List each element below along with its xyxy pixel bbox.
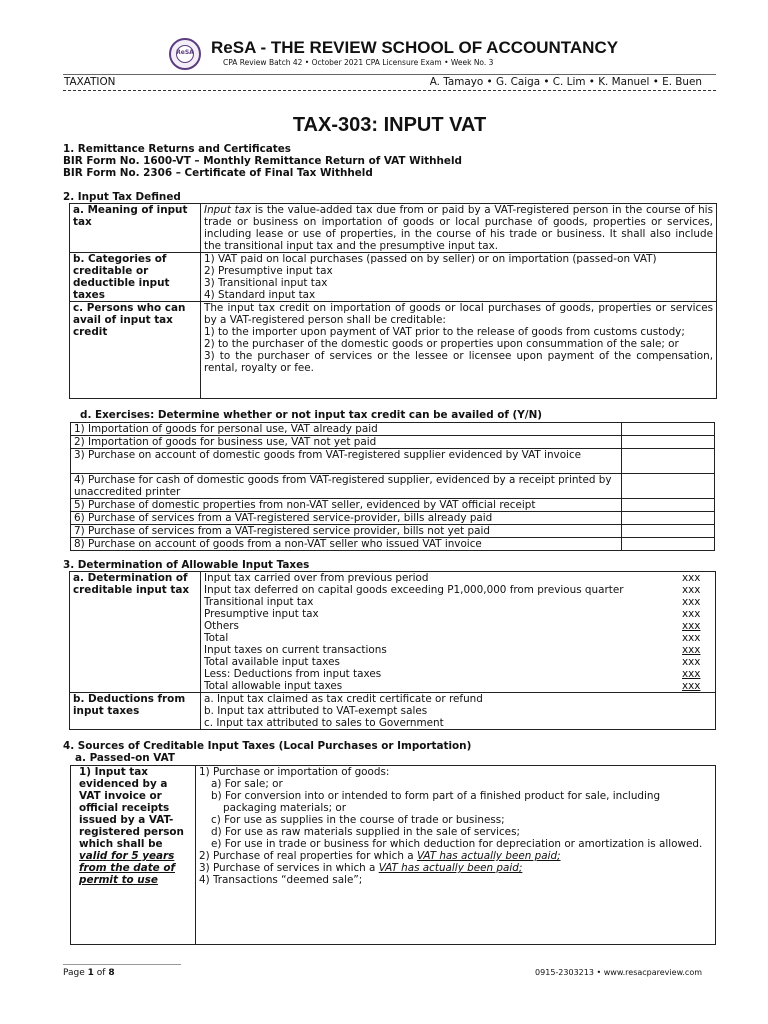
list-item: b) For conversion into or intended to form part of a finished product for sale, including packaging materials; or bbox=[211, 790, 661, 814]
input-tax-term: Input tax bbox=[204, 204, 252, 216]
exercise-text: 4) Purchase for cash of domestic goods from VAT-registered supplier, evidenced by a receipt printed by unaccredited printer bbox=[74, 474, 612, 498]
table-row bbox=[71, 474, 715, 499]
answer-cell[interactable] bbox=[622, 436, 715, 449]
authors-label: A. Tamayo • G. Caiga • C. Lim • K. Manuel • E. Buen bbox=[429, 76, 702, 88]
table-row bbox=[70, 693, 716, 730]
footer-divider bbox=[63, 964, 181, 965]
meaning-text bbox=[201, 204, 717, 253]
list-item: d) For use as raw materials supplied in the sale of services; bbox=[211, 826, 520, 838]
answer-cell[interactable] bbox=[622, 512, 715, 525]
form-2306-line: BIR Form No. 2306 – Certificate of Final Tax Withheld bbox=[63, 167, 373, 179]
passed-on-vat-heading: a. Passed-on VAT bbox=[75, 752, 175, 764]
computation-item: Others bbox=[204, 620, 239, 632]
table-row bbox=[71, 538, 715, 551]
page-prefix: Page bbox=[63, 968, 88, 978]
computation-amount: xxx bbox=[682, 668, 701, 680]
resa-logo bbox=[169, 38, 201, 70]
exercise-item: 6) Purchase of services from a VAT-registered service-provider, bills already paid bbox=[71, 512, 622, 525]
categories-label: b. Categories of creditable or deductible input taxes bbox=[70, 253, 201, 302]
meaning-label: a. Meaning of input tax bbox=[70, 204, 201, 253]
table-row bbox=[71, 499, 715, 512]
deductions-list bbox=[201, 693, 716, 730]
deductions-label: b. Deductions from input taxes bbox=[70, 693, 201, 730]
computation-row bbox=[204, 644, 712, 656]
brand-subtitle: - THE REVIEW SCHOOL OF ACCOUNTANCY bbox=[255, 38, 619, 57]
computation-row bbox=[204, 680, 712, 692]
computation-row bbox=[204, 572, 712, 584]
list-item: a) For sale; or bbox=[211, 778, 283, 790]
exercise-item: 2) Importation of goods for business use, VAT not yet paid bbox=[71, 436, 622, 449]
form-1600vt-line: BIR Form No. 1600-VT – Monthly Remittance Return of VAT Withheld bbox=[63, 155, 462, 167]
computation-amount: xxx bbox=[682, 572, 701, 584]
validity-emphasis: valid for 5 years from the date of permit to use bbox=[79, 850, 175, 886]
determination-computation bbox=[201, 572, 716, 693]
exercise-item: 5) Purchase of domestic properties from non-VAT seller, evidenced by VAT official receipt bbox=[71, 499, 622, 512]
computation-amount: xxx bbox=[682, 620, 701, 632]
computation-item: Input taxes on current transactions bbox=[204, 644, 387, 656]
computation-amount: xxx bbox=[682, 656, 701, 668]
list-item: 3) to the purchaser of services or the lessee or licensee upon payment of the compensation, rental, royalty or fee. bbox=[204, 350, 713, 374]
exercise-item: 7) Purchase of services from a VAT-registered service provider, bills not yet paid bbox=[71, 525, 622, 538]
vat-invoice-label bbox=[71, 766, 196, 945]
computation-row bbox=[204, 584, 712, 596]
sources-table bbox=[70, 765, 716, 945]
answer-cell[interactable] bbox=[622, 499, 715, 512]
page-of: of bbox=[93, 968, 109, 978]
list-item-text: 3) Purchase of services in which a bbox=[199, 862, 379, 874]
page-current: 1 bbox=[87, 968, 94, 978]
list-item: c) For use as supplies in the course of trade or business; bbox=[211, 814, 505, 826]
computation-amount: xxx bbox=[682, 644, 701, 656]
answer-cell[interactable] bbox=[622, 538, 715, 551]
list-item: b. Input tax attributed to VAT-exempt sales bbox=[204, 705, 428, 717]
computation-item: Total bbox=[204, 632, 229, 644]
list-item: 3) Transitional input tax bbox=[204, 277, 328, 289]
brand-title bbox=[211, 38, 618, 58]
categories-list bbox=[201, 253, 717, 302]
list-item bbox=[199, 862, 712, 874]
computation-amount: xxx bbox=[682, 608, 701, 620]
subject-label: TAXATION bbox=[64, 76, 116, 88]
exercise-item: 8) Purchase on account of goods from a non-VAT seller who issued VAT invoice bbox=[71, 538, 622, 551]
list-item-emphasis: VAT has actually been paid; bbox=[416, 850, 561, 862]
answer-cell[interactable] bbox=[622, 525, 715, 538]
persons-text bbox=[201, 302, 717, 399]
input-tax-defined-table bbox=[69, 203, 717, 399]
allowable-input-taxes-table bbox=[69, 571, 716, 730]
computation-item: Input tax deferred on capital goods exceeding P1,000,000 from previous quarter bbox=[204, 584, 624, 596]
footer-contact: 0915-2303213 • www.resacpareview.com bbox=[535, 968, 702, 977]
page-number bbox=[63, 967, 115, 979]
table-row bbox=[71, 525, 715, 538]
list-item: a. Input tax claimed as tax credit certificate or refund bbox=[204, 693, 483, 705]
table-row bbox=[70, 572, 716, 693]
logo-text: ReSA bbox=[176, 49, 194, 56]
exercise-item: 1) Importation of goods for personal use, VAT already paid bbox=[71, 423, 622, 436]
list-item: 1) VAT paid on local purchases (passed on by seller) or on importation (passed-on VAT) bbox=[204, 253, 657, 265]
sources-list bbox=[196, 766, 716, 945]
meaning-body: is the value-added tax due from or paid by a VAT-registered person in the course of his trade or business on importation of goods or local purchase of goods, properties or services, including lease or use of properties, in the course of his trade or business. It shall also include the transitional input tax and the presumptive input tax. bbox=[204, 204, 713, 252]
list-item: 1) to the importer upon payment of VAT prior to the release of goods from customs custody; bbox=[204, 326, 685, 338]
exercises-table bbox=[70, 422, 715, 551]
table-row bbox=[70, 204, 717, 253]
table-row bbox=[70, 302, 717, 399]
computation-row bbox=[204, 608, 712, 620]
list-item: e) For use in trade or business for which deduction for depreciation or amortization is allowed. bbox=[211, 838, 703, 850]
computation-amount: xxx bbox=[682, 680, 701, 692]
vat-invoice-label-text: 1) Input tax evidenced by a VAT invoice or official receipts issued by a VAT-registered person which shall be bbox=[79, 766, 184, 850]
page-header bbox=[63, 36, 716, 76]
list-item: 4) Standard input tax bbox=[204, 289, 316, 301]
page-title: TAX-303: INPUT VAT bbox=[292, 114, 487, 136]
list-item: 1) Purchase or importation of goods: bbox=[199, 766, 390, 778]
answer-cell[interactable] bbox=[622, 449, 715, 474]
batch-line: CPA Review Batch 42 • October 2021 CPA Licensure Exam • Week No. 3 bbox=[223, 58, 494, 67]
computation-item: Less: Deductions from input taxes bbox=[204, 668, 382, 680]
list-item-emphasis: VAT has actually been paid; bbox=[378, 862, 523, 874]
table-row bbox=[71, 423, 715, 436]
list-item bbox=[199, 850, 712, 862]
section-1-heading: 1. Remittance Returns and Certificates bbox=[63, 143, 291, 155]
answer-cell[interactable] bbox=[622, 474, 715, 499]
computation-amount: xxx bbox=[682, 596, 701, 608]
determination-label: a. Determination of creditable input tax bbox=[70, 572, 201, 693]
table-row bbox=[70, 253, 717, 302]
list-item: 2) Presumptive input tax bbox=[204, 265, 333, 277]
exercises-heading: d. Exercises: Determine whether or not input tax credit can be availed of (Y/N) bbox=[80, 409, 543, 421]
list-item: 2) to the purchaser of the domestic goods or properties upon consummation of the sale; or bbox=[204, 338, 679, 350]
computation-item: Total allowable input taxes bbox=[204, 680, 343, 692]
computation-row bbox=[204, 632, 712, 644]
exercise-item bbox=[71, 474, 622, 499]
section-2-heading: 2. Input Tax Defined bbox=[63, 191, 181, 203]
table-row bbox=[71, 449, 715, 474]
answer-cell[interactable] bbox=[622, 423, 715, 436]
persons-intro: The input tax credit on importation of goods or local purchases of goods, properties or services by a VAT-registered person shall be creditable: bbox=[204, 302, 713, 326]
table-row bbox=[71, 436, 715, 449]
document-page bbox=[63, 0, 716, 1024]
computation-item: Transitional input tax bbox=[204, 596, 314, 608]
list-item-text: 2) Purchase of real properties for which a bbox=[199, 850, 417, 862]
computation-row bbox=[204, 596, 712, 608]
computation-amount: xxx bbox=[682, 584, 701, 596]
computation-row bbox=[204, 668, 712, 680]
brand-name: ReSA bbox=[211, 38, 256, 57]
computation-row bbox=[204, 620, 712, 632]
section-3-heading: 3. Determination of Allowable Input Taxes bbox=[63, 559, 310, 571]
list-item: c. Input tax attributed to sales to Government bbox=[204, 717, 444, 729]
persons-label: c. Persons who can avail of input tax credit bbox=[70, 302, 201, 399]
list-item: 4) Transactions “deemed sale”; bbox=[199, 874, 363, 886]
computation-item: Presumptive input tax bbox=[204, 608, 319, 620]
exercise-item: 3) Purchase on account of domestic goods from VAT-registered supplier evidenced by VAT invoice bbox=[71, 449, 622, 474]
computation-row bbox=[204, 656, 712, 668]
computation-item: Input tax carried over from previous period bbox=[204, 572, 429, 584]
computation-amount: xxx bbox=[682, 632, 701, 644]
computation-item: Total available input taxes bbox=[204, 656, 340, 668]
table-row bbox=[71, 766, 716, 945]
subject-row bbox=[63, 74, 716, 91]
table-row bbox=[71, 512, 715, 525]
section-4-heading: 4. Sources of Creditable Input Taxes (Local Purchases or Importation) bbox=[63, 740, 472, 752]
page-total: 8 bbox=[108, 968, 115, 978]
